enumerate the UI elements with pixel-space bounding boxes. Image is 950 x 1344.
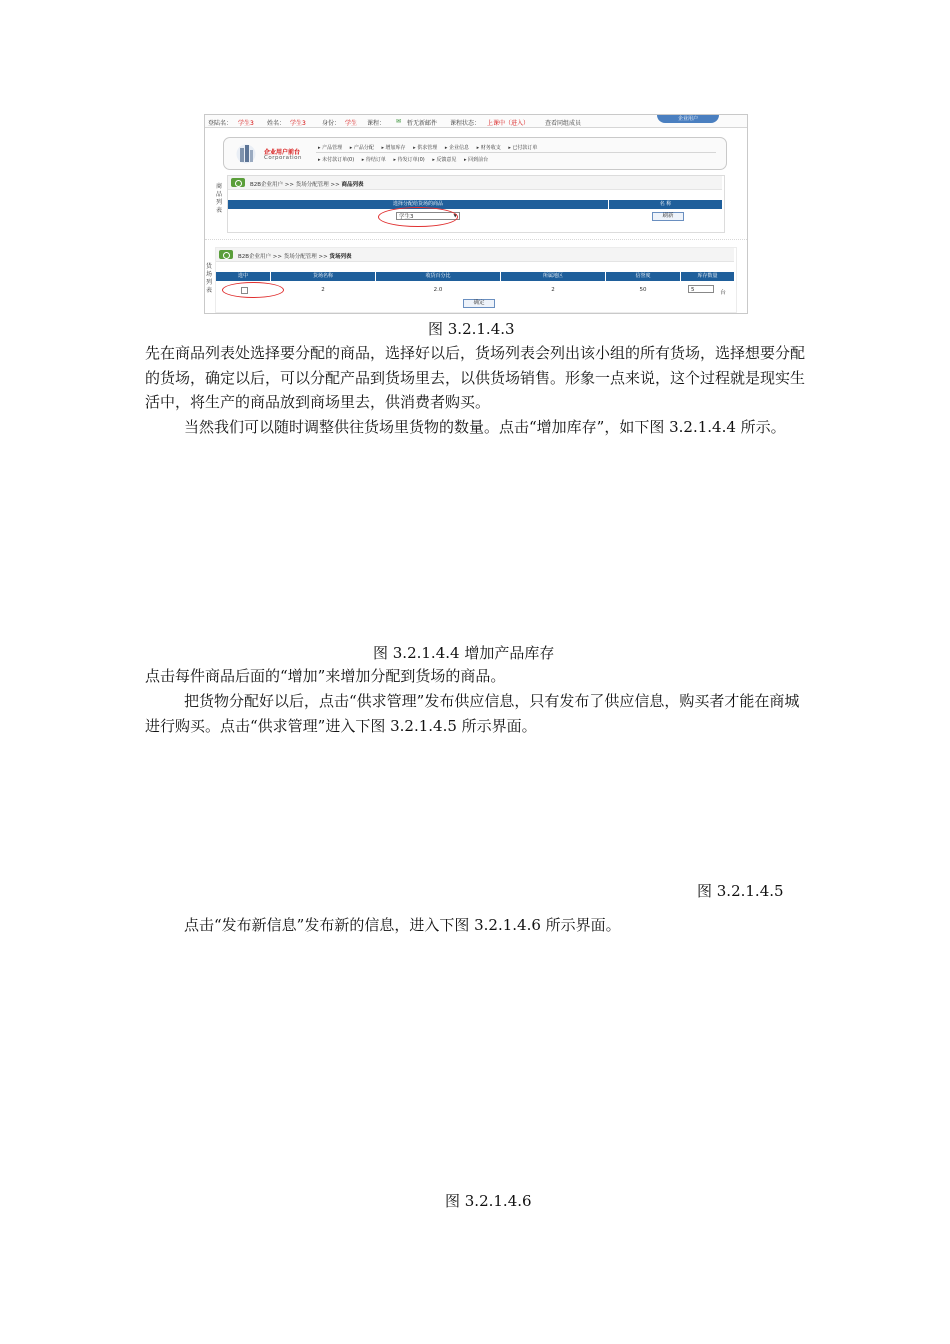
- menu-item-unpaid-orders[interactable]: ▸ 未付款订单(0): [318, 157, 355, 163]
- confirm-button[interactable]: 确定: [463, 299, 495, 308]
- refresh-circle-icon: [231, 178, 245, 187]
- col-region: 所属地区: [501, 272, 606, 281]
- top-status-bar: [205, 115, 747, 128]
- mail-icon[interactable]: ✉: [396, 118, 402, 125]
- paragraph-3: 点击每件商品后面的“增加”来增加分配到货场的商品。: [145, 667, 506, 685]
- yard-table-header: [216, 272, 734, 281]
- dotted-separator: [205, 239, 747, 242]
- col-yard-name: 货场名称: [271, 272, 376, 281]
- unit-label: 台: [720, 290, 726, 296]
- caption-fig-3-2-1-4-6: 图 3.2.1.4.6: [445, 1192, 532, 1210]
- cell-receive-percent: 2.0: [433, 287, 443, 293]
- caption-fig-3-2-1-4-5: 图 3.2.1.4.5: [697, 882, 784, 900]
- stock-qty-input[interactable]: 5: [688, 285, 714, 293]
- goods-side-label: 商 品 列 表: [215, 183, 222, 214]
- user-value: 学生3: [238, 120, 254, 127]
- role-tab[interactable]: 企业用户: [657, 115, 719, 123]
- refresh-circle-icon: [219, 250, 233, 259]
- cell-yard-name: 2: [321, 287, 325, 293]
- cell-region: 2: [551, 287, 555, 293]
- highlight-oval: [222, 282, 284, 298]
- menu-row-1: [318, 144, 543, 151]
- chevron-down-icon: ▼: [453, 214, 457, 219]
- menu-row-2: [318, 156, 494, 163]
- paragraph-1: 先在商品列表处选择要分配的商品，选择好以后，货场列表会列出该小组的所有货场，选择想要分配的货场，确定以后，可以分配产品到货场里去，以供货场销售。形象一点来说，这个过程就是现实生活中，将生产的商品放到商场里去，供消费者购买。: [145, 344, 806, 411]
- menu-item-feedback[interactable]: ▸ 反馈意见: [432, 157, 457, 163]
- goods-breadcrumb: B2B企业用户 >> 货场分配管理 >> 商品列表: [228, 176, 722, 190]
- paragraph-5: 点击“发布新信息”发布新的信息，进入下图 3.2.1.4.6 所示界面。: [184, 916, 621, 934]
- menu-item-finance[interactable]: ▸ 财务收支: [476, 145, 501, 151]
- col-credit: 信誉度: [606, 272, 681, 281]
- col-select-goods: 选择分配给货场的商品: [228, 200, 609, 209]
- name-label: 姓名：: [267, 120, 286, 127]
- status-label: 课程状态：: [450, 120, 481, 127]
- refresh-button[interactable]: 刷新: [652, 212, 684, 221]
- caption-fig-3-2-1-4-3: 图 3.2.1.4.3: [428, 320, 515, 338]
- menu-item-to-ship-orders[interactable]: ▸ 待发订单(0): [393, 157, 425, 163]
- mail-link[interactable]: 暂无新邮件: [407, 120, 438, 127]
- menu-item-supply-demand[interactable]: ▸ 供求管理: [413, 145, 438, 151]
- screenshot-figure-3-2-1-4-3: [204, 114, 748, 314]
- menu-item-back-front[interactable]: ▸ 回到前台: [464, 157, 489, 163]
- col-goods-name: 名 称: [659, 201, 672, 207]
- paragraph-2: 当然我们可以随时调整供往货场里货物的数量。点击“增加库存”，如下图 3.2.1.4.4 所示。: [184, 418, 786, 436]
- logo-subtitle: Corporation: [264, 155, 302, 161]
- members-link[interactable]: 查看同组成员: [545, 120, 582, 127]
- status-value[interactable]: 上课中（进入）: [487, 120, 530, 127]
- menu-item-pending-orders[interactable]: ▸ 待结订单: [361, 157, 386, 163]
- yard-side-label: 货 场 列 表: [205, 263, 212, 294]
- col-receive-percent: 收货百分比: [376, 272, 501, 281]
- goods-select[interactable]: 学生3 ▼: [396, 212, 460, 220]
- cell-credit: 50: [639, 287, 647, 293]
- highlight-oval: [378, 207, 458, 227]
- col-stock-qty: 库存数量: [697, 273, 718, 279]
- col-selected: 选中: [216, 272, 271, 281]
- yard-list-panel: [215, 247, 737, 313]
- user-label: 登陆名：: [208, 120, 233, 127]
- role-label: 身份：: [322, 120, 341, 127]
- course-label: 课程：: [367, 120, 386, 127]
- menu-item-company-info[interactable]: ▸ 企业信息: [444, 145, 469, 151]
- role-value: 学生: [345, 120, 358, 127]
- menu-item-product-assign[interactable]: ▸ 产品分配: [349, 145, 374, 151]
- paragraph-4: 把货物分配好以后，点击“供求管理”发布供应信息，只有发布了供应信息，购买者才能在商城进行购买。点击“供求管理”进入下图 3.2.1.4.5 所示界面。: [145, 692, 800, 735]
- menu-item-paid-orders[interactable]: ▸ 已付款订单: [508, 145, 538, 151]
- logo-title: 企业用户前台: [264, 149, 301, 156]
- yard-breadcrumb: B2B企业用户 >> 货场分配管理 >> 货场列表: [216, 248, 734, 262]
- goods-table-header: [228, 200, 722, 209]
- goods-list-panel: [227, 175, 725, 233]
- nav-box: [223, 137, 727, 170]
- name-value: 学生3: [290, 120, 306, 127]
- menu-item-product-manage[interactable]: ▸ 产品管理: [318, 145, 343, 151]
- building-logo-icon: [236, 142, 256, 164]
- menu-divider: [316, 152, 716, 153]
- menu-item-add-stock[interactable]: ▸ 增加库存: [381, 145, 406, 151]
- caption-fig-3-2-1-4-4: 图 3.2.1.4.4 增加产品库存: [373, 644, 555, 662]
